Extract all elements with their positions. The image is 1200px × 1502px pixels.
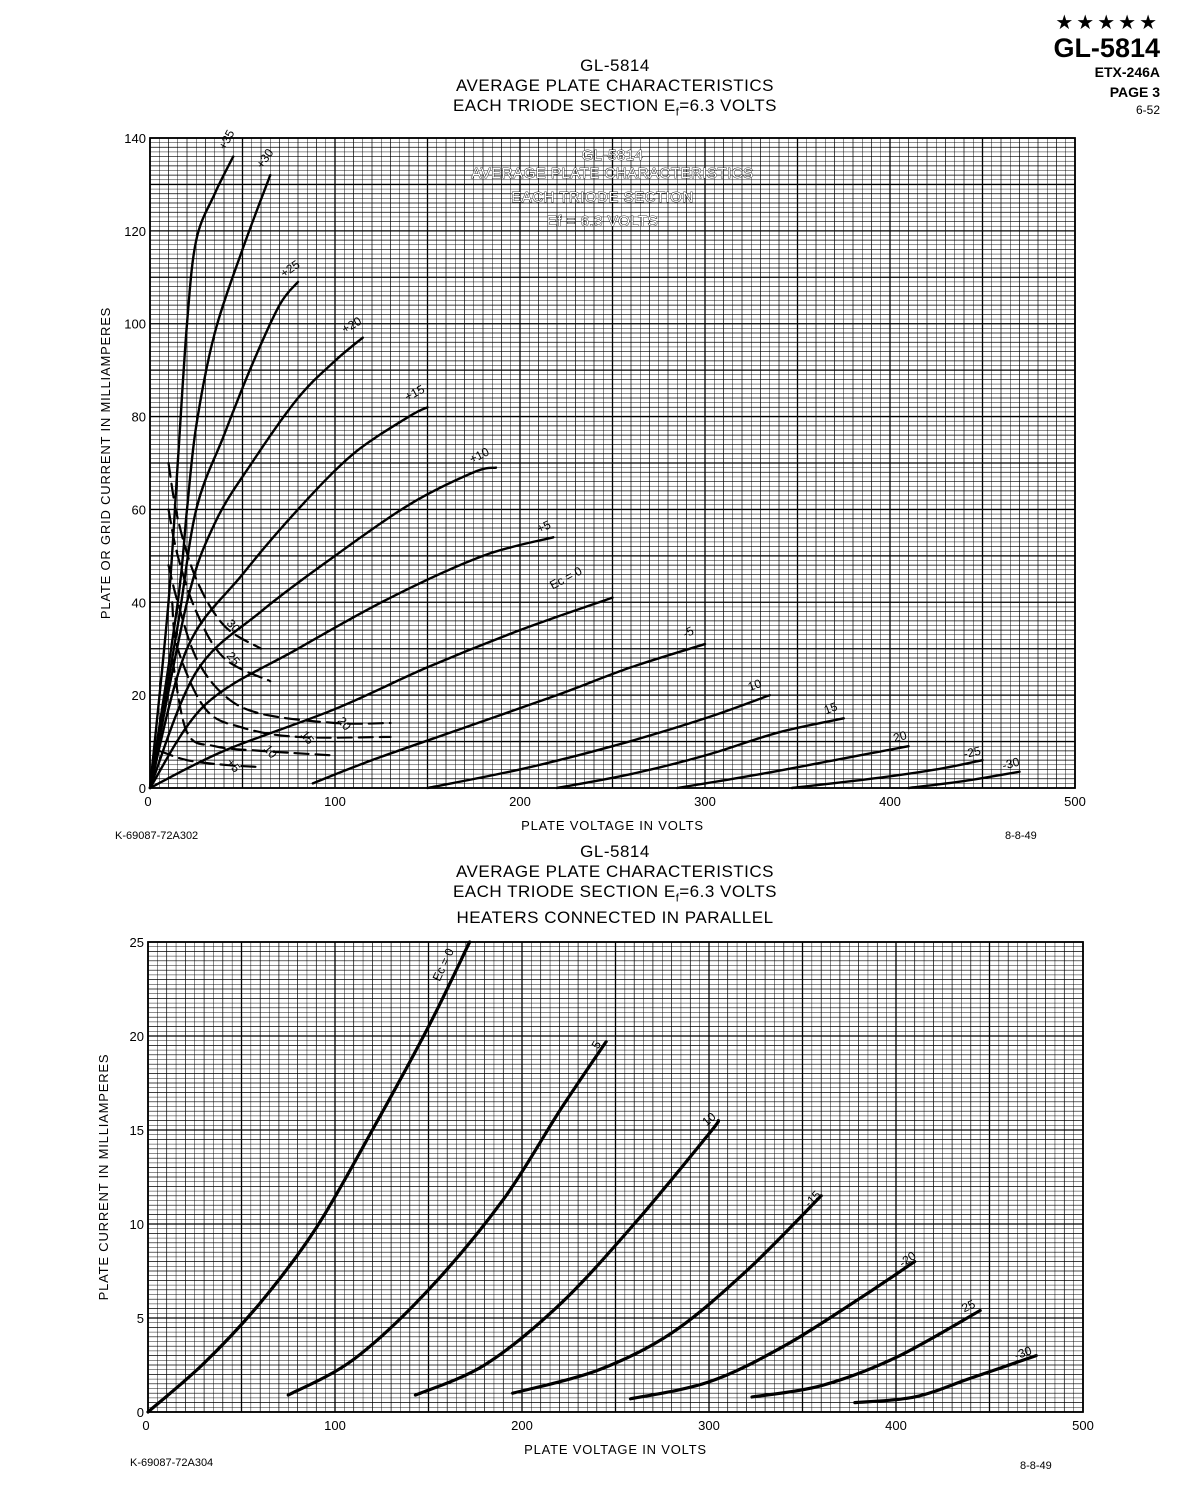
x-tick-label: 300: [698, 1418, 720, 1433]
chart2-title-line: HEATERS CONNECTED IN PARALLEL: [456, 908, 774, 928]
x-tick-label: 200: [511, 1418, 533, 1433]
chart1-title-line: EACH TRIODE SECTION $E_f=6.3$ VOLTS: [452, 96, 778, 119]
plate-curve-label: +20: [339, 313, 364, 337]
plate-curve-label: +5: [534, 517, 553, 537]
x-tick-label: 500: [1064, 794, 1086, 809]
y-tick-label: 5: [136, 1311, 144, 1326]
plate-curve-label: -30: [1012, 1343, 1034, 1363]
x-axis-label: PLATE VOLTAGE IN VOLTS: [524, 1442, 707, 1457]
document-number: ETX-246A: [1094, 64, 1160, 80]
rating-stars: ★★★★★: [1055, 12, 1160, 34]
plate-curve-label: +25: [277, 257, 303, 281]
x-tick-label: 0: [142, 1418, 150, 1433]
chart1-group: [98, 127, 1086, 833]
plate-curve-label: +15: [402, 382, 427, 404]
y-tick-label: 80: [131, 409, 146, 425]
chart2-grid: [148, 942, 1083, 1412]
y-tick-label: 20: [131, 688, 146, 704]
chart2-group: [96, 935, 1094, 1457]
x-tick-label: 400: [885, 1418, 907, 1433]
chart1-footer-left: K-69087-72A302: [115, 830, 199, 842]
plate-curve-label: +30: [253, 146, 277, 171]
inner-title-line: GL-5814: [581, 147, 644, 164]
plate-curve-label: +10: [466, 444, 492, 467]
chart2-title-line: EACH TRIODE SECTION $E_f=6.3$ VOLTS: [452, 882, 778, 905]
chart2-footer-left: K-69087-72A304: [130, 1457, 214, 1469]
y-tick-label: 120: [124, 223, 146, 239]
grid-curve-label: 30: [223, 616, 244, 636]
x-tick-label: 0: [144, 794, 152, 809]
plate-curve-label: 5: [588, 1038, 605, 1052]
y-axis-label: PLATE CURRENT IN MILLIAMPERES: [96, 1053, 111, 1301]
model-number: GL-5814: [1053, 33, 1160, 63]
y-tick-label: 20: [129, 1029, 144, 1044]
chart2-title-line: GL-5814: [580, 842, 650, 861]
plate-curve-label: 10: [745, 676, 764, 694]
plate-curve-label: Ec = 0: [429, 946, 457, 984]
grid-curve-label: 15: [297, 727, 318, 748]
plate-curve-label: 20: [891, 728, 909, 746]
plate-curve-label: -5: [680, 623, 696, 641]
inner-title-line: EACH TRIODE SECTION: [511, 189, 694, 206]
y-tick-label: 0: [136, 1405, 144, 1420]
y-tick-label: 25: [129, 935, 144, 950]
document-date: 6-52: [1135, 103, 1160, 117]
chart1-title-line: AVERAGE PLATE CHARACTERISTICS: [455, 76, 775, 95]
grid-current-curve: [172, 602, 390, 737]
x-tick-label: 300: [694, 794, 716, 809]
y-tick-label: 10: [129, 1217, 144, 1232]
y-tick-label: 60: [131, 502, 146, 518]
plate-current-curve: [557, 718, 844, 788]
x-tick-label: 200: [509, 794, 531, 809]
plate-curve-label: 10: [699, 1109, 719, 1129]
chart1-title-line: GL-5814: [580, 56, 650, 75]
plate-curve-label: 15: [821, 699, 840, 718]
inner-title-line: Ef = 6.3 VOLTS: [546, 213, 659, 230]
y-tick-label: 0: [138, 781, 146, 796]
y-tick-label: 40: [131, 595, 146, 611]
plate-curve-label: +35: [215, 127, 238, 152]
grid-curve-label: 25: [223, 648, 244, 669]
x-axis-label: PLATE VOLTAGE IN VOLTS: [521, 818, 704, 833]
y-tick-label: 100: [124, 316, 146, 332]
chart2-footer-right: 8-8-49: [1020, 1460, 1052, 1472]
x-tick-label: 100: [324, 794, 346, 809]
plate-curve-label: -20: [896, 1248, 919, 1271]
x-tick-label: 500: [1072, 1418, 1094, 1433]
chart1-footer-right: 8-8-49: [1005, 830, 1037, 842]
y-axis-label: PLATE OR GRID CURRENT IN MILLIAMPERES: [98, 306, 113, 620]
grid-curve-label: 10: [260, 741, 281, 762]
chart2-title-line: AVERAGE PLATE CHARACTERISTICS: [455, 862, 775, 881]
plate-curve-label: -25: [962, 743, 983, 762]
inner-title-line: AVERAGE PLATE CHARACTERISTICS: [471, 165, 754, 182]
plate-curve-label: -15: [801, 1187, 824, 1210]
plate-current-curve: [415, 1121, 718, 1395]
x-tick-label: 400: [879, 794, 901, 809]
x-tick-label: 100: [324, 1418, 346, 1433]
y-tick-label: 140: [124, 131, 146, 146]
grid-curve-label: 20: [334, 713, 355, 734]
y-tick-label: 15: [129, 1123, 144, 1138]
plate-curve-label: 25: [959, 1296, 978, 1316]
plate-current-curve: [150, 468, 496, 788]
chart1-grid: [150, 138, 1075, 788]
plate-curve-label: Ec = 0: [547, 563, 585, 593]
grid-curve-label: +5: [223, 755, 244, 776]
page-number: PAGE 3: [1109, 84, 1160, 100]
plate-curve-label: -30: [1000, 754, 1022, 773]
